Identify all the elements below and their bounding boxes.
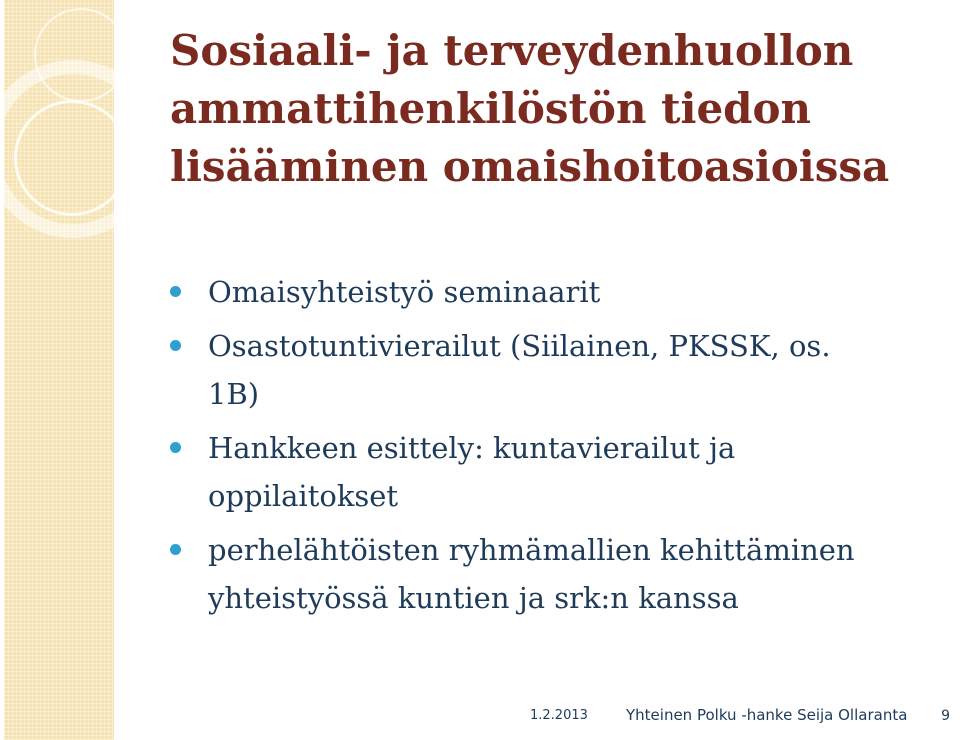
slide-title-line: ammattihenkilöstön tiedon	[170, 84, 812, 133]
slide-title-line: Sosiaali- ja terveydenhuollon	[170, 26, 854, 75]
bullet-text: Osastotuntivierailut (Siilainen, PKSSK, os.	[208, 329, 831, 363]
page-number: 9	[941, 708, 950, 724]
bullet-dot-icon	[170, 544, 181, 555]
bullet-text: Hankkeen esittely: kuntavierailut ja	[208, 431, 736, 465]
bullet-text: oppilaitokset	[208, 479, 399, 513]
bullet-item	[162, 268, 942, 316]
decorative-sidebar	[4, 0, 114, 740]
bullet-text: yhteistyössä kuntien ja srk:n kanssa	[208, 581, 739, 615]
bullet-text: perhelähtöisten ryhmämallien kehittäminen	[208, 533, 855, 567]
bullet-item	[162, 526, 942, 622]
slide-footer	[530, 704, 950, 728]
bullet-dot-icon	[170, 340, 181, 351]
decorative-ring	[14, 100, 130, 216]
bullet-text: Omaisyhteistyö seminaarit	[208, 275, 601, 309]
bullet-item	[162, 322, 942, 418]
bullet-dot-icon	[170, 286, 181, 297]
slide-title-line: lisääminen omaishoitoasioissa	[170, 142, 890, 191]
bullet-text: 1B)	[208, 377, 260, 411]
footer-date: 1.2.2013	[530, 708, 588, 723]
bullet-list	[162, 268, 942, 622]
slide-title	[170, 22, 940, 196]
bullet-dot-icon	[170, 442, 181, 453]
footer-project: Yhteinen Polku -hanke Seija Ollaranta	[626, 706, 908, 724]
bullet-item	[162, 424, 942, 520]
